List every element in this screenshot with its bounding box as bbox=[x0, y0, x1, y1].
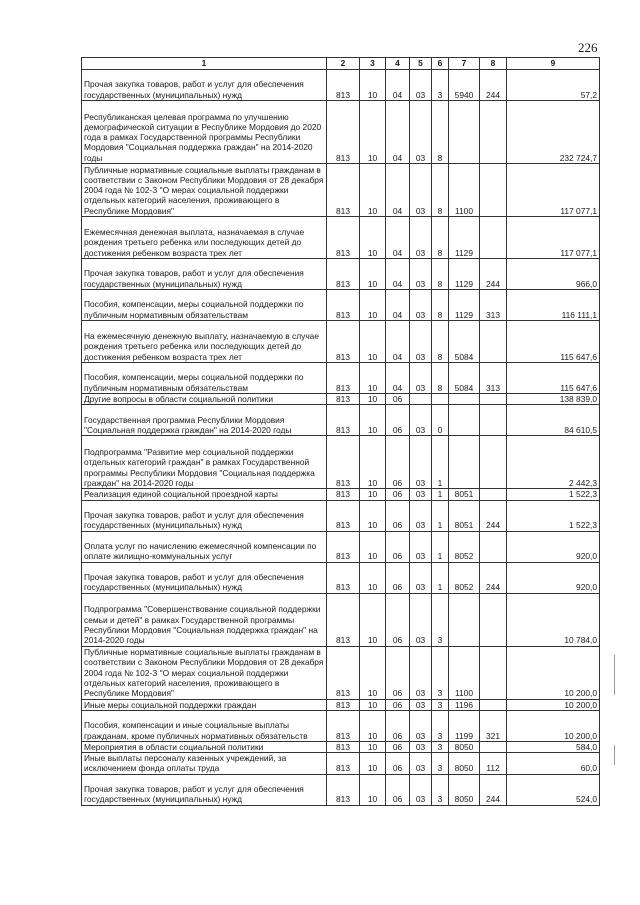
code-target: 8052 bbox=[449, 531, 480, 562]
table-row bbox=[82, 710, 600, 741]
table-row bbox=[82, 290, 600, 321]
table-row bbox=[82, 593, 600, 646]
code-subprogram: 3 bbox=[432, 699, 449, 710]
code-program: 03 bbox=[410, 363, 432, 394]
code-subsection: 06 bbox=[386, 753, 410, 775]
code-target: 8050 bbox=[449, 753, 480, 775]
code-section: 10 bbox=[360, 363, 386, 394]
table-body bbox=[82, 70, 600, 806]
code-ministry: 813 bbox=[327, 436, 360, 489]
code-subprogram: 8 bbox=[432, 321, 449, 363]
code-target: 8052 bbox=[449, 562, 480, 593]
code-target: 8050 bbox=[449, 774, 480, 805]
code-target bbox=[449, 101, 480, 164]
code-subsection: 06 bbox=[386, 436, 410, 489]
code-program: 03 bbox=[410, 500, 432, 531]
column-header: 2 bbox=[327, 58, 360, 70]
amount: 10 200,0 bbox=[507, 699, 600, 710]
code-target: 8051 bbox=[449, 500, 480, 531]
code-program: 03 bbox=[410, 531, 432, 562]
row-name: Подпрограмма "Развитие мер социальной поддержки отдельных категорий граждан" в рамках Государственной программы Республики Мордовия "Социальная поддержка граждан" на 2014-2020 годы bbox=[82, 436, 327, 489]
code-expense-type bbox=[480, 321, 507, 363]
code-ministry: 813 bbox=[327, 562, 360, 593]
code-subsection: 06 bbox=[386, 394, 410, 405]
code-subprogram: 8 bbox=[432, 217, 449, 259]
code-expense-type bbox=[480, 164, 507, 217]
code-section: 10 bbox=[360, 531, 386, 562]
code-ministry: 813 bbox=[327, 164, 360, 217]
table-row bbox=[82, 363, 600, 394]
code-ministry: 813 bbox=[327, 101, 360, 164]
code-program: 03 bbox=[410, 753, 432, 775]
code-target bbox=[449, 405, 480, 436]
code-subprogram: 1 bbox=[432, 489, 449, 500]
amount: 115 647,6 bbox=[507, 363, 600, 394]
row-name: Мероприятия в области социальной политики bbox=[82, 741, 327, 752]
column-header: 6 bbox=[432, 58, 449, 70]
amount: 115 647,6 bbox=[507, 321, 600, 363]
code-section: 10 bbox=[360, 101, 386, 164]
code-program: 03 bbox=[410, 101, 432, 164]
code-section: 10 bbox=[360, 394, 386, 405]
table-row bbox=[82, 774, 600, 805]
code-expense-type bbox=[480, 394, 507, 405]
row-name: Другие вопросы в области социальной политики bbox=[82, 394, 327, 405]
code-target: 1196 bbox=[449, 699, 480, 710]
code-subprogram: 3 bbox=[432, 710, 449, 741]
code-ministry: 813 bbox=[327, 774, 360, 805]
code-target bbox=[449, 593, 480, 646]
column-header: 1 bbox=[82, 58, 327, 70]
code-program: 03 bbox=[410, 290, 432, 321]
amount: 117 077,1 bbox=[507, 217, 600, 259]
code-subsection: 06 bbox=[386, 405, 410, 436]
code-subsection: 06 bbox=[386, 489, 410, 500]
code-section: 10 bbox=[360, 646, 386, 699]
code-ministry: 813 bbox=[327, 593, 360, 646]
row-name: Государственная программа Республики Мордовия "Социальная поддержка граждан" на 2014-2020 годы bbox=[82, 405, 327, 436]
amount: 920,0 bbox=[507, 562, 600, 593]
code-subsection: 04 bbox=[386, 363, 410, 394]
column-header: 3 bbox=[360, 58, 386, 70]
code-subsection: 04 bbox=[386, 164, 410, 217]
code-target: 1129 bbox=[449, 290, 480, 321]
row-name: Прочая закупка товаров, работ и услуг для обеспечения государственных (муниципальных) нужд bbox=[82, 500, 327, 531]
code-subprogram: 3 bbox=[432, 646, 449, 699]
code-subprogram bbox=[432, 394, 449, 405]
code-program: 03 bbox=[410, 710, 432, 741]
row-name: Ежемесячная денежная выплата, назначаемая в случае рождения третьего ребенка или последующих детей до достижения ребенком возраста трех лет bbox=[82, 217, 327, 259]
table-row bbox=[82, 753, 600, 775]
amount: 232 724,7 bbox=[507, 101, 600, 164]
budget-table bbox=[81, 57, 600, 806]
code-ministry: 813 bbox=[327, 363, 360, 394]
code-program: 03 bbox=[410, 699, 432, 710]
amount: 1 522,3 bbox=[507, 500, 600, 531]
code-section: 10 bbox=[360, 321, 386, 363]
row-name: Прочая закупка товаров, работ и услуг для обеспечения государственных (муниципальных) нужд bbox=[82, 774, 327, 805]
code-ministry: 813 bbox=[327, 699, 360, 710]
code-program: 03 bbox=[410, 562, 432, 593]
code-ministry: 813 bbox=[327, 500, 360, 531]
code-section: 10 bbox=[360, 164, 386, 217]
amount: 524,0 bbox=[507, 774, 600, 805]
code-subprogram: 3 bbox=[432, 774, 449, 805]
code-subprogram: 0 bbox=[432, 405, 449, 436]
code-ministry: 813 bbox=[327, 394, 360, 405]
amount: 2 442,3 bbox=[507, 436, 600, 489]
code-subsection: 06 bbox=[386, 710, 410, 741]
header-row bbox=[82, 58, 600, 70]
table-row bbox=[82, 646, 600, 699]
code-program: 03 bbox=[410, 70, 432, 101]
row-name: Республиканская целевая программа по улучшению демографической ситуации в Республике Мордовия до 2020 года в рамках Государственной программы Республики Мордовия "Социальная поддержка граждан" на 2014-2020 годы bbox=[82, 101, 327, 164]
code-section: 10 bbox=[360, 562, 386, 593]
code-target: 1100 bbox=[449, 164, 480, 217]
row-name: Иные меры социальной поддержки граждан bbox=[82, 699, 327, 710]
code-target: 8050 bbox=[449, 741, 480, 752]
amount: 920,0 bbox=[507, 531, 600, 562]
amount: 60,0 bbox=[507, 753, 600, 775]
column-header: 4 bbox=[386, 58, 410, 70]
code-expense-type: 321 bbox=[480, 710, 507, 741]
amount: 138 839,0 bbox=[507, 394, 600, 405]
code-expense-type: 313 bbox=[480, 290, 507, 321]
table-row bbox=[82, 217, 600, 259]
code-section: 10 bbox=[360, 405, 386, 436]
code-program bbox=[410, 394, 432, 405]
code-section: 10 bbox=[360, 436, 386, 489]
code-subsection: 06 bbox=[386, 741, 410, 752]
code-subprogram: 8 bbox=[432, 290, 449, 321]
code-section: 10 bbox=[360, 70, 386, 101]
row-name: Пособия, компенсации и иные социальные выплаты гражданам, кроме публичных нормативных обязательств bbox=[82, 710, 327, 741]
table-row bbox=[82, 489, 600, 500]
code-subsection: 04 bbox=[386, 321, 410, 363]
code-subprogram: 8 bbox=[432, 363, 449, 394]
code-section: 10 bbox=[360, 593, 386, 646]
code-target: 1199 bbox=[449, 710, 480, 741]
column-header: 8 bbox=[480, 58, 507, 70]
code-expense-type: 244 bbox=[480, 562, 507, 593]
code-ministry: 813 bbox=[327, 405, 360, 436]
row-name: Подпрограмма "Совершенствование социальной поддержки семьи и детей" в рамках Государственной программы Республики Мордовия "Социальная поддержка граждан" на 2014-2020 годы bbox=[82, 593, 327, 646]
code-subsection: 06 bbox=[386, 699, 410, 710]
code-section: 10 bbox=[360, 489, 386, 500]
code-expense-type bbox=[480, 741, 507, 752]
code-program: 03 bbox=[410, 489, 432, 500]
amount: 584,0 bbox=[507, 741, 600, 752]
code-section: 10 bbox=[360, 699, 386, 710]
code-subprogram: 3 bbox=[432, 593, 449, 646]
code-subsection: 06 bbox=[386, 593, 410, 646]
code-program: 03 bbox=[410, 164, 432, 217]
code-section: 10 bbox=[360, 774, 386, 805]
code-expense-type bbox=[480, 489, 507, 500]
code-expense-type bbox=[480, 531, 507, 562]
code-expense-type: 244 bbox=[480, 70, 507, 101]
amount: 57,2 bbox=[507, 70, 600, 101]
code-subprogram: 8 bbox=[432, 164, 449, 217]
code-expense-type bbox=[480, 593, 507, 646]
code-expense-type: 112 bbox=[480, 753, 507, 775]
code-expense-type: 244 bbox=[480, 774, 507, 805]
code-ministry: 813 bbox=[327, 290, 360, 321]
amount: 84 610,5 bbox=[507, 405, 600, 436]
page-number: 226 bbox=[578, 40, 598, 55]
code-subprogram: 1 bbox=[432, 562, 449, 593]
table-row bbox=[82, 741, 600, 752]
code-target: 8051 bbox=[449, 489, 480, 500]
code-section: 10 bbox=[360, 500, 386, 531]
code-subsection: 06 bbox=[386, 531, 410, 562]
code-ministry: 813 bbox=[327, 217, 360, 259]
code-ministry: 813 bbox=[327, 753, 360, 775]
code-program: 03 bbox=[410, 646, 432, 699]
row-name: Пособия, компенсации, меры социальной поддержки по публичным нормативным обязательствам bbox=[82, 290, 327, 321]
code-section: 10 bbox=[360, 290, 386, 321]
code-subprogram: 1 bbox=[432, 500, 449, 531]
table-row bbox=[82, 699, 600, 710]
code-ministry: 813 bbox=[327, 489, 360, 500]
amount: 117 077,1 bbox=[507, 164, 600, 217]
code-expense-type: 244 bbox=[480, 259, 507, 290]
code-target: 1100 bbox=[449, 646, 480, 699]
amount: 10 200,0 bbox=[507, 710, 600, 741]
table-row bbox=[82, 405, 600, 436]
code-section: 10 bbox=[360, 741, 386, 752]
code-expense-type: 244 bbox=[480, 500, 507, 531]
code-ministry: 813 bbox=[327, 259, 360, 290]
code-expense-type bbox=[480, 699, 507, 710]
code-subsection: 04 bbox=[386, 101, 410, 164]
code-program: 03 bbox=[410, 593, 432, 646]
amount: 116 111,1 bbox=[507, 290, 600, 321]
code-ministry: 813 bbox=[327, 70, 360, 101]
table-row bbox=[82, 164, 600, 217]
table-row bbox=[82, 562, 600, 593]
code-subsection: 06 bbox=[386, 774, 410, 805]
scan-edge-mark bbox=[614, 745, 615, 765]
row-name: Иные выплаты персоналу казенных учреждений, за исключением фонда оплаты труда bbox=[82, 753, 327, 775]
code-subprogram: 1 bbox=[432, 436, 449, 489]
row-name: На ежемесячную денежную выплату, назначаемую в случае рождения третьего ребенка или последующих детей до достижения ребенком возраста трех лет bbox=[82, 321, 327, 363]
code-section: 10 bbox=[360, 753, 386, 775]
row-name: Прочая закупка товаров, работ и услуг для обеспечения государственных (муниципальных) нужд bbox=[82, 562, 327, 593]
table-row bbox=[82, 101, 600, 164]
code-subprogram: 8 bbox=[432, 101, 449, 164]
code-ministry: 813 bbox=[327, 741, 360, 752]
code-subprogram: 3 bbox=[432, 741, 449, 752]
code-section: 10 bbox=[360, 217, 386, 259]
code-expense-type: 313 bbox=[480, 363, 507, 394]
table-row bbox=[82, 259, 600, 290]
code-subsection: 06 bbox=[386, 646, 410, 699]
code-expense-type bbox=[480, 101, 507, 164]
code-target: 5084 bbox=[449, 363, 480, 394]
code-subprogram: 1 bbox=[432, 531, 449, 562]
code-program: 03 bbox=[410, 217, 432, 259]
code-target bbox=[449, 436, 480, 489]
column-header: 9 bbox=[507, 58, 600, 70]
table-row bbox=[82, 394, 600, 405]
code-ministry: 813 bbox=[327, 531, 360, 562]
code-subprogram: 3 bbox=[432, 753, 449, 775]
table-row bbox=[82, 436, 600, 489]
code-subprogram: 3 bbox=[432, 70, 449, 101]
code-program: 03 bbox=[410, 741, 432, 752]
code-subsection: 06 bbox=[386, 562, 410, 593]
amount: 10 784,0 bbox=[507, 593, 600, 646]
code-section: 10 bbox=[360, 710, 386, 741]
row-name: Оплата услуг по начислению ежемесячной компенсации по оплате жилищно-коммунальных услуг bbox=[82, 531, 327, 562]
code-target: 5940 bbox=[449, 70, 480, 101]
row-name: Публичные нормативные социальные выплаты гражданам в соответствии с Законом Республики Мордовия от 28 декабря 2004 года № 102-З "О мерах социальной поддержки отдельных категорий населения, проживающего в Республике Мордовия" bbox=[82, 646, 327, 699]
code-expense-type bbox=[480, 217, 507, 259]
table-row bbox=[82, 70, 600, 101]
row-name: Прочая закупка товаров, работ и услуг для обеспечения государственных (муниципальных) нужд bbox=[82, 259, 327, 290]
code-subsection: 04 bbox=[386, 217, 410, 259]
code-target: 1129 bbox=[449, 217, 480, 259]
scan-edge-mark bbox=[614, 655, 615, 695]
code-ministry: 813 bbox=[327, 321, 360, 363]
column-header: 5 bbox=[410, 58, 432, 70]
table-row bbox=[82, 321, 600, 363]
code-ministry: 813 bbox=[327, 710, 360, 741]
code-target: 1129 bbox=[449, 259, 480, 290]
amount: 10 200,0 bbox=[507, 646, 600, 699]
code-program: 03 bbox=[410, 436, 432, 489]
code-subprogram: 8 bbox=[432, 259, 449, 290]
code-target: 5084 bbox=[449, 321, 480, 363]
code-subsection: 04 bbox=[386, 70, 410, 101]
column-header: 7 bbox=[449, 58, 480, 70]
row-name: Прочая закупка товаров, работ и услуг для обеспечения государственных (муниципальных) нужд bbox=[82, 70, 327, 101]
code-expense-type bbox=[480, 646, 507, 699]
amount: 1 522,3 bbox=[507, 489, 600, 500]
amount: 966,0 bbox=[507, 259, 600, 290]
row-name: Публичные нормативные социальные выплаты гражданам в соответствии с Законом Республики Мордовия от 28 декабря 2004 года № 102-З "О мерах социальной поддержки отдельных категорий населения, проживающего в Республике Мордовия" bbox=[82, 164, 327, 217]
code-program: 03 bbox=[410, 259, 432, 290]
row-name: Пособия, компенсации, меры социальной поддержки по публичным нормативным обязательствам bbox=[82, 363, 327, 394]
code-subsection: 04 bbox=[386, 259, 410, 290]
row-name: Реализация единой социальной проездной карты bbox=[82, 489, 327, 500]
code-program: 03 bbox=[410, 321, 432, 363]
code-subsection: 04 bbox=[386, 290, 410, 321]
code-target bbox=[449, 394, 480, 405]
code-ministry: 813 bbox=[327, 646, 360, 699]
code-subsection: 06 bbox=[386, 500, 410, 531]
code-expense-type bbox=[480, 405, 507, 436]
table-row bbox=[82, 531, 600, 562]
code-section: 10 bbox=[360, 259, 386, 290]
code-program: 03 bbox=[410, 405, 432, 436]
table-row bbox=[82, 500, 600, 531]
code-expense-type bbox=[480, 436, 507, 489]
code-program: 03 bbox=[410, 774, 432, 805]
